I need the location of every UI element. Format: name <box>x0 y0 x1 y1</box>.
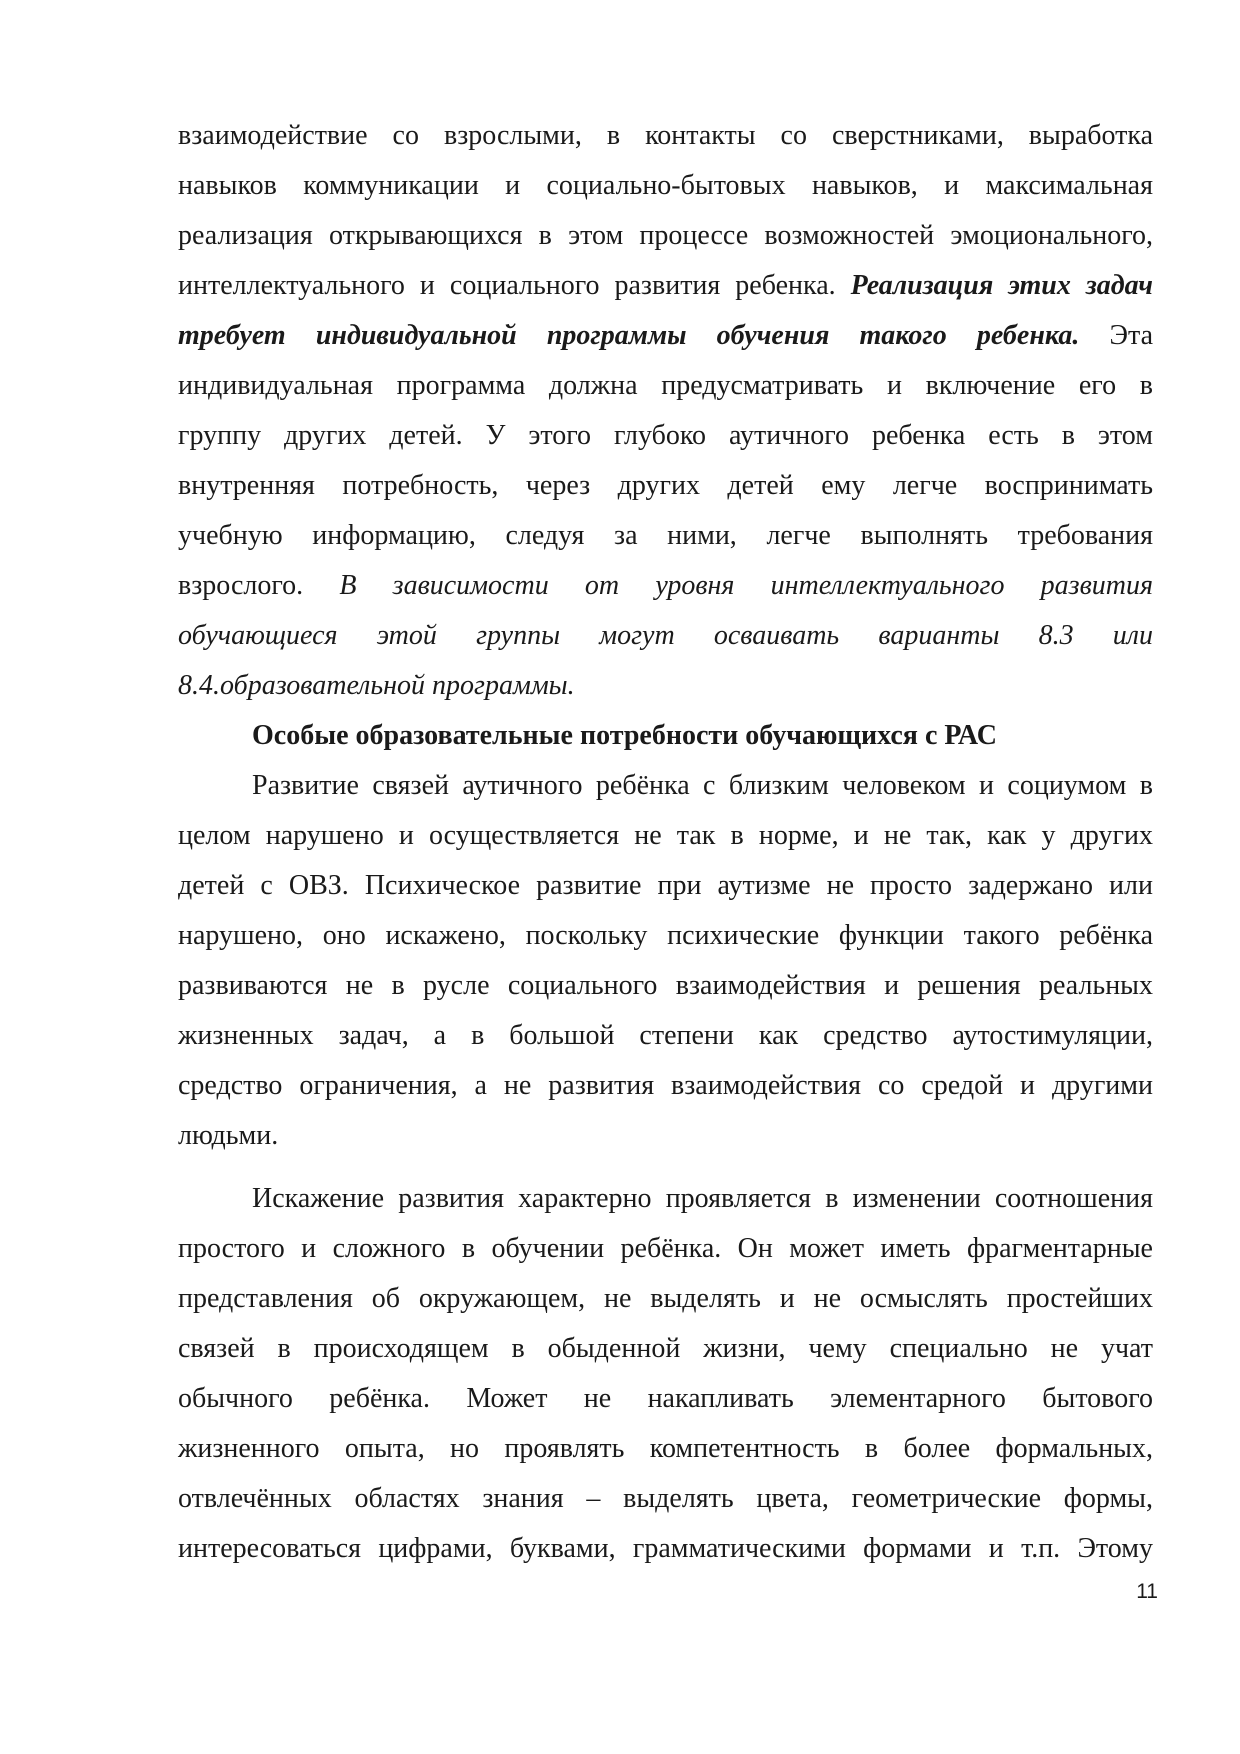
line-text: реализация открывающихся в этом процессе возможностей эмоционального, <box>178 220 1153 251</box>
line-text: Эта <box>1109 320 1153 351</box>
text-line <box>178 616 1153 656</box>
line-text: Развитие связей аутичного ребёнка с близким человеком и социумом в <box>252 770 1153 801</box>
text-line <box>178 266 1153 306</box>
page-number: 11 <box>1136 1580 1158 1603</box>
text-line <box>178 1279 1153 1319</box>
text-line <box>178 1479 1153 1519</box>
text-line <box>252 766 1153 806</box>
line-text: жизненного опыта, но проявлять компетентность в более формальных, <box>178 1433 1153 1464</box>
line-text: отвлечённых областях знания – выделять цвета, геометрические формы, <box>178 1483 1153 1514</box>
line-text: интеллектуального и социального развития ребенка. <box>178 270 836 301</box>
text-line <box>178 516 1153 556</box>
line-text: людьми. <box>178 1120 279 1151</box>
line-text: внутренняя потребность, через других детей ему легче воспринимать <box>178 470 1153 501</box>
line-text: средство ограничения, а не развития взаимодействия со средой и другими <box>178 1070 1153 1101</box>
text-line <box>178 1329 1153 1369</box>
text-line <box>178 1066 1153 1106</box>
text-line <box>178 366 1153 406</box>
line-text: развиваются не в русле социального взаимодействия и решения реальных <box>178 970 1153 1001</box>
line-text: интересоваться цифрами, буквами, грамматическими формами и т.п. Этому <box>178 1533 1153 1564</box>
italic-text: В зависимости от уровня интеллектуального развития <box>339 570 1153 601</box>
text-line <box>178 1529 1153 1569</box>
text-line <box>178 1429 1153 1469</box>
line-text: взаимодействие со взрослыми, в контакты со сверстниками, выработка <box>178 120 1153 151</box>
italic-text: обучающиеся этой группы могут осваивать варианты 8.3 или <box>178 620 1153 651</box>
text-line <box>178 316 1153 356</box>
text-line <box>178 1379 1153 1419</box>
line-text: связей в происходящем в обыденной жизни, чему специально не учат <box>178 1333 1153 1364</box>
line-text: обычного ребёнка. Может не накапливать элементарного бытового <box>178 1383 1153 1414</box>
text-line <box>178 166 1153 206</box>
line-text: целом нарушено и осуществляется не так в норме, и не так, как у других <box>178 820 1153 851</box>
line-text: детей с ОВЗ. Психическое развитие при аутизме не просто задержано или <box>178 870 1153 901</box>
text-line <box>178 916 1153 956</box>
text-line <box>178 666 1153 706</box>
line-text: индивидуальная программа должна предусматривать и включение его в <box>178 370 1153 401</box>
line-text: взрослого. <box>178 570 304 601</box>
text-line <box>178 566 1153 606</box>
text-line <box>178 1229 1153 1269</box>
line-text: жизненных задач, а в большой степени как средство аутостимуляции, <box>178 1020 1153 1051</box>
italic-text: 8.4.образовательной программы. <box>178 670 575 701</box>
text-line <box>178 816 1153 856</box>
line-text: навыков коммуникации и социально-бытовых навыков, и максимальная <box>178 170 1153 201</box>
text-line <box>178 466 1153 506</box>
line-text: нарушено, оно искажено, поскольку психические функции такого ребёнка <box>178 920 1153 951</box>
emphasis-text: требует индивидуальной программы обучения такого ребенка. <box>178 320 1080 351</box>
text-line <box>178 966 1153 1006</box>
text-line <box>178 116 1153 156</box>
text-line <box>178 416 1153 456</box>
text-line <box>178 216 1153 256</box>
line-text: представления об окружающем, не выделять и не осмыслять простейших <box>178 1283 1153 1314</box>
text-line <box>178 1116 1153 1156</box>
section-heading: Особые образовательные потребности обучающихся с РАС <box>252 720 997 751</box>
line-text: Искажение развития характерно проявляется в изменении соотношения <box>252 1183 1153 1214</box>
line-text: простого и сложного в обучении ребёнка. Он может иметь фрагментарные <box>178 1233 1153 1264</box>
line-text: учебную информацию, следуя за ними, легче выполнять требования <box>178 520 1153 551</box>
text-line <box>178 866 1153 906</box>
emphasis-text: Реализация этих задач <box>850 270 1153 301</box>
text-line <box>178 1016 1153 1056</box>
line-text: группу других детей. У этого глубоко аутичного ребенка есть в этом <box>178 420 1153 451</box>
text-line <box>252 1179 1153 1219</box>
